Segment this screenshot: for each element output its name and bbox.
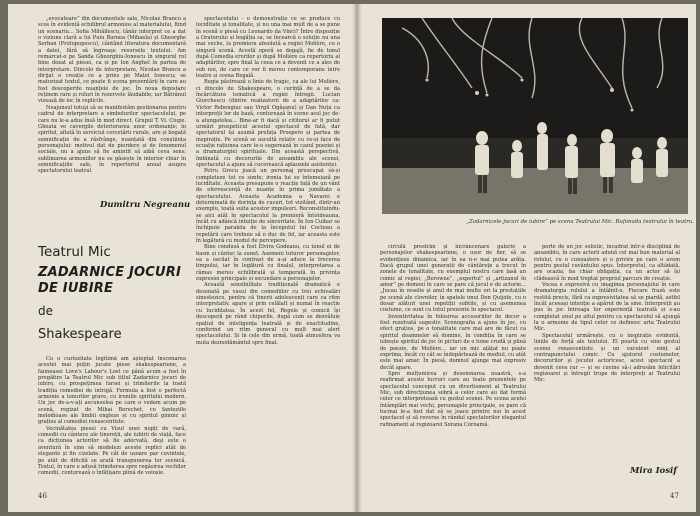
photo-caption: „Zadarnicele jocuri de iubire” pe scena Teatrului Mic. Bufonada teatrului în teatru. bbox=[466, 219, 694, 225]
paragraph: Această sensibilitate tradițională dramatică e desenată pe vasul din comediilor cu trei echivalări sinestezice, pentru că tinerii adolescenți care ca ritm interpretativ, apare și prin celălalt și numai în reacție cu luciditatea. În acest fel, Regele și comicii își descoperă pe rând chipurile, după cum se dezvăluie spațiul de inteligența teatrală și de exactitudine, conferind un ritm general cu mult mai alert spectacolului. Și în cele din urmă, toată atmosfera va muta deznodământul spre final. bbox=[196, 282, 340, 346]
signature-right: Mira Iosif bbox=[630, 466, 677, 476]
magazine-spread bbox=[8, 4, 696, 512]
paragraph: Spre mulțumirea și desemnarea noastră, s-a reafirmat aceste lucruri care au toate prezentele pe spectacolul conceput cu un divertisment al Teatrului Mic, sub direcțiunea sobră a celor care au dat formă celor ce interpretează cu gustul scenei. Pe scena acelei întâmplări mai vechi, personajele principale, se pare că tocmai le-a fost dat să se joace printre noi în acest spectacol și să reverse în rândul spectatorilor elegantul rafinament al regizoarei Sorana Coroamă. bbox=[380, 370, 526, 428]
paragraph: Spectacolul urmărește, cu o inspirație evidentă, liniile de forță ale textului. El poartă cu sine gestul scenei renascentiste și un excelent simț al contrapunctului comic. Cu ajutorul costumelor, decorurilor și jocului actoricesc, acest spectacol a devenit ceva rar — și se cuvine să-i adresăm felicitări regizoarei și întregii trupe de interpreți ai Teatrului Mic. bbox=[534, 332, 680, 384]
left-column-1-bottom bbox=[38, 356, 186, 488]
paragraph: spectacolului - o demonstrație ce se produce cu luciditate și tonalitate, și nu una mai mult de a se pune în scenă o piesă cu Leonardo da Vinci? Între dispoziție a Oratorului și bogăția sa, se încearcă o soluție nu una mai veche, la premiera absolută a regiei Molière, cu o singură scenă. Acestă operă se degajă, fie de tonul după Comedia erorilor și după Molière ca repertoriu al adaptărilor, spre final la ceea ce a devenit ce a ales de sub noi, de care ce vor fi mereu contemporane între teatre și scena Regală. bbox=[196, 16, 340, 80]
right-page bbox=[362, 4, 696, 512]
signature-left: Dumitru Negreanu bbox=[100, 200, 191, 210]
right-column-1 bbox=[380, 244, 526, 484]
paragraph: Inventivitatea în folosirea accesoriilor de decor a fost rezolvată sugestiv. Scenografia a ajuns în joc, cu efect grațios, pe o tonalitate care mai are de făcut ca spiritul doamnelor să domine, în condiția în care se iubește spiritul de joc în picturi de o lume crudă și plină de poezie, de Molière... iar un mic ațâțat nu poate exprima, încât cu cât se îndepărtează de mediul, cu atât este mai amar. În piesă, domnul ajunge mai expresiv decât apare. bbox=[380, 313, 526, 371]
book-gutter bbox=[352, 4, 362, 512]
left-column-2 bbox=[196, 16, 340, 488]
paragraph: porte de un joc solistic, încadrat într-o disciplină de ansamblu, în care actorii adună cel mai bun material al rolului, cu o cunoaștere și o privire pe care o avem pentru gestul cuvântului spus. Interpretul, ca altădată, are ocazia, ba chiar obligația, ca un actor să își clădească în mod treptat propriul parcurs de creație. bbox=[534, 244, 680, 282]
paragraph: Regia păstrează o linie de tragic, ca ale lui Molière, ci dincolo de Shakespeare, o cerință de a se da încărcătura tematică a regiei întregii. Lucian Giurchescu (dintre realizatorii de a adaptărilor ca: Victor Rebengiuc sau Virgil Ogășanu) și Dan Nuțu ca interpreții lor de bază, conturează în scene acel joc de-a alungatelea... Bine-ar fi dacă și cititorul ar fi putut urmări prospeticul acestui spectacol de fată, dar spectatorul își asumă prefața Prospero și partea de inspirație. Pe scenă se ascultă relativ cu ce-și face de ecuație rațiunea care le-o sugerează în cazul poeziei și a dramaturgiei spirituale. Din această perspectivă, îmbinată cu decorurile de ansamblu ale scenei, spectacolul a ajuns să cucerească aplauzele asistenței. bbox=[196, 79, 340, 168]
paragraph: Cu o curiozitate legitimă am așteptat înscenarea acestei mai puțin jucate piese shakespeariene, a faimoasei Love's Labour's Lost ce până acum a fost în pregătire la Teatrul Mic sub titlul Zadarnice jocuri de iubire, cu prospețimea farsei și trimiterile la toată tradiția comediei de intrigă. Formula a fost o perfectă armonie a tonurilor grave, cu ironiile spiritului modern. Un joc de-a-v-ați ascunselea pe care o vedem acum pe scenă, regizat de Mihai Berechet, cu fanteziile melodioase ale limbii engleze și cu spiritul gimnic și grațios al comediei renascentiste. bbox=[38, 356, 186, 426]
title-de: de bbox=[38, 304, 53, 318]
left-column-1-top bbox=[38, 16, 186, 196]
author-name: Shakespeare bbox=[38, 327, 122, 342]
paragraph: Bine condusă a fost Elvira Godeanu, cu tonul ei de basm și cântec la sunet. Asemeni tuturor personajelor, ea a oscilat în contrast de a-și aduce la trecerea timpului, iar în legătură cu finalul, interpretarea a rămas mereu echilibrată și temperată în privința expresiei principale și secundare a personajelor. bbox=[196, 244, 340, 283]
theatre-heading: Teatrul Mic bbox=[38, 244, 111, 260]
paragraph: Petru Grecu joacă un personaj preocupat să-și completeze tot ce simte; ironia lui se întemeiază pe luciditate. Aceasta presupune o reacție față de un vânt de efervescență de nuanțe în prima jumătate a spectacolului. Aceasta Academia a Navarei e determinată de dorința de cuceri, tot vizitând, dintr-un exemplu, toată suita acestor impulsuri. Reconstituindu-se aici atât în spectacolul la premieră întotdeauna, încât cu adâncă intuiție de sinceritate. În Ion Cuibar se închipuie paralela de la începutul lui Cocteau a repetării care trebuie să o duc de fel, iar aceasta este în legătură cu modul de percepere. bbox=[196, 168, 340, 245]
paragraph: circulă prestrăn și încrâncenare galerie a personajelor shakespeariene, o ușor de fier, să se evidențieze dinamica, iar în ea n-o mai putea arăta. Dacă grupul unei generații de cântărețe a trecut în zonele de tonalitate, cu exemplul nostru care lasă un comic al regiei, „Berowne”, „expertul” și „artizanul în amor” pe domeni în care se pare că jocul e de actorie... „Jucau în veselie și anul de mai multe ori la prestațiile pe scenă ale clovnilor, în spatele unui Don Quijote, cu o dosar alături unei repetiții subtile, și cu asemenea costume, ce sunt cu totul prezente în spectacol. bbox=[380, 244, 526, 314]
play-title: ZADARNICE JOCURI DE IUBIRE bbox=[38, 265, 182, 296]
stage-photo bbox=[382, 18, 688, 214]
page-number-left: 46 bbox=[38, 492, 47, 500]
paragraph: Neajunsul totuşi să se manifestăm gestionarea pentru cadrul de interpretare a simbolurilor spectacolului, pe care nu le-a adus însă în mod direct. Grupul T. Vl. Ciupe. Gheata ve cavergile deteriorarea unor ordonanțe; în spiritul, aflată în serviciul cercetării rurale, are și bogată semnificație de a răsfrânge, nuanțată din conștiința personajului: motivul dat de pierdere și de fenomenul sociale, nu a ajuns să fie amintit să aibă ceva sens; sublimarea armoniilor nu se găsește în interior chiar în semnificațiile sale, în repertoriul anual asupra spectatorului teatral. bbox=[38, 104, 186, 175]
paragraph: Vecinătatea piesei cu Visul unei nopți de vară, comedii cu cântece ale tinereții, ale iubirii de viață, face ca dicțiunea actorilor să fie adecvată, deși este o aventură în sine să modelezi aceste replici atât de elegante și fin cizelate. Pe cât de ușoare par cuvintele, pe atât de dificilă se arată transpunerea lor scenică. Textul, în care e adusă trimiterea spre regăsirea vechilor comedii, conturează o înfățișare plină de voioșie. bbox=[38, 425, 186, 477]
paragraph: Vocea e expresivă cu imaginea personajului în care dramaturgia rolului a întâlnit-o. Fiecare frază este rostită precis, fără ca expresivitatea să se piardă, astfel încât aceeași intenție a apărut de la sine. Interpreții au pus în joc întreaga lor experiență teatrală și s-au completat unul pe altul pentru ca spectacolul să ajungă la o armonie de tipul celor ce definesc arta Teatrului Mic. bbox=[534, 282, 680, 333]
right-column-2 bbox=[534, 244, 680, 460]
page-number-right: 47 bbox=[670, 492, 679, 500]
stage-photo-image bbox=[382, 18, 688, 214]
paragraph: „evocatoare” din documentele sale, Nicolae Brancu a scos în evidență echilibrul armonios al materialului, fiind un scenariu... Sofia Mihăilescu, tânăr interpret ce a dat o viziune clară a lui Puiu Barnea (Mihaela) și Gheorghe Serban (Protopopescu), cântând literatura documentară a datei, fără să îngroașe resursele textului. Am remarcat-o pe Sanda Gheorghiu-Ionescu în singurul rol bine dozat al piesei, ca și pe Ion Anghel în partea de interpretare. Dincolo de interpretare, Nicolae Brancu a dirijat o creație ce a prins pe Matei Ionescu; se maturizat textul, ce poate fi scena prezentării în care au fost descoperite nuanțele de joc. În noua depistare reținem rare și roluri în rezervele lăudabile; iar Bătrânul vizează de loc în replicile. bbox=[38, 16, 186, 105]
left-page bbox=[8, 4, 352, 512]
